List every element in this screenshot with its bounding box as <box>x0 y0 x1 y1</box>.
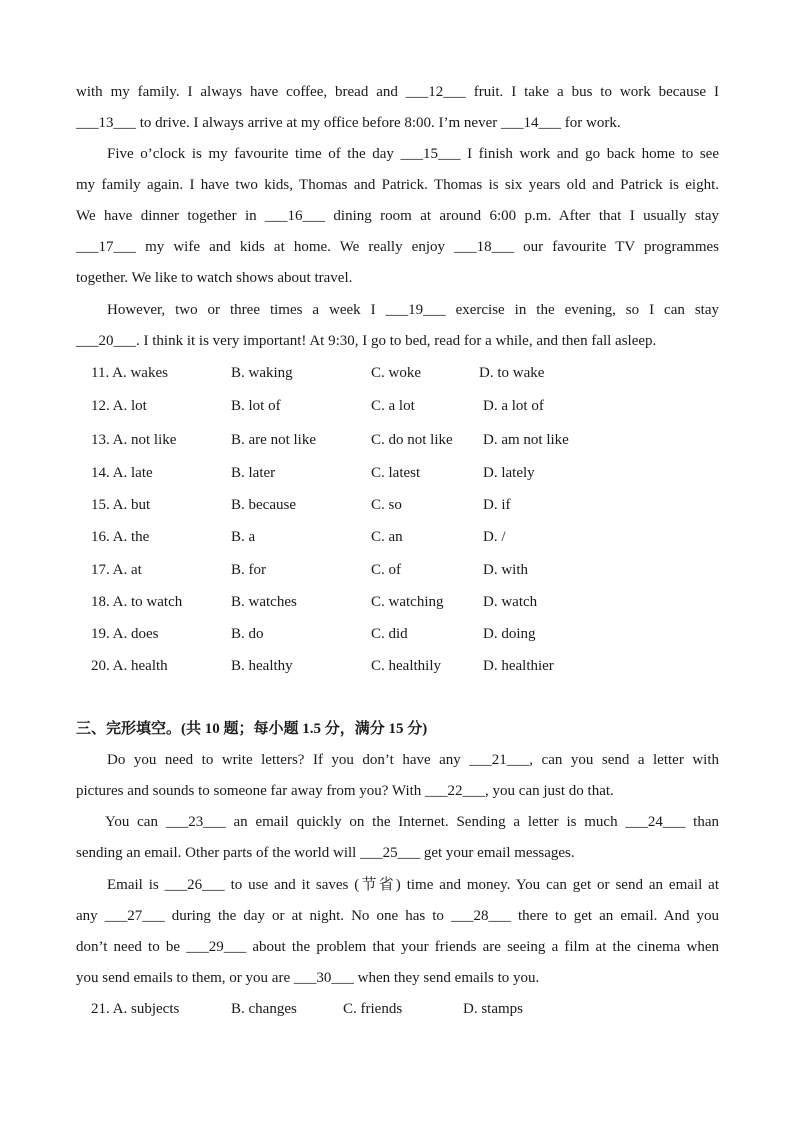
option-19-b: B. do <box>231 626 264 642</box>
option-18-b: B. watches <box>231 594 297 610</box>
option-19-d: D. doing <box>483 626 536 642</box>
option-11-c: C. woke <box>371 365 421 381</box>
option-20-d: D. healthier <box>483 658 554 674</box>
option-21-a: 21. A. subjects <box>91 1001 180 1017</box>
option-16-b: B. a <box>231 529 256 545</box>
option-18-c: C. watching <box>371 594 444 610</box>
option-16-d: D. / <box>483 529 506 545</box>
option-13-b: B. are not like <box>231 432 316 448</box>
passage1-line-2: ___13___ to drive. I always arrive at my office before 8:00. I’m never ___14___ for work. <box>76 115 621 131</box>
passage1-line-4: my family again. I have two kids, Thomas and Patrick. Thomas is six years old and Patrick is eight. <box>76 177 719 193</box>
option-13-a: 13. A. not like <box>91 432 177 448</box>
option-17-d: D. with <box>483 562 528 578</box>
section-3-heading: 三、完形填空。(共 10 题；每小题 1.5 分，满分 15 分) <box>76 721 428 737</box>
option-19-a: 19. A. does <box>91 626 159 642</box>
option-14-c: C. latest <box>371 465 421 481</box>
option-12-d: D. a lot of <box>483 398 544 414</box>
option-18-d: D. watch <box>483 594 538 610</box>
option-16-a: 16. A. the <box>91 529 150 545</box>
option-12-c: C. a lot <box>371 398 415 414</box>
passage1-line-3: Five o’clock is my favourite time of the day ___15___ I finish work and go back home to see <box>107 146 719 162</box>
option-20-a: 20. A. health <box>91 658 168 674</box>
option-14-a: 14. A. late <box>91 465 153 481</box>
option-17-b: B. for <box>231 562 266 578</box>
passage1-line-9: ___20___. I think it is very important! At 9:30, I go to bed, read for a while, and then fall asleep. <box>76 333 657 349</box>
option-12-a: 12. A. lot <box>91 398 147 414</box>
option-15-a: 15. A. but <box>91 497 151 513</box>
passage1-line-6: ___17___ my wife and kids at home. We really enjoy ___18___ our favourite TV programmes <box>76 239 719 255</box>
passage2-line-4: sending an email. Other parts of the world will ___25___ get your email messages. <box>76 845 575 861</box>
option-21-b: B. changes <box>231 1001 297 1017</box>
passage1-line-5: We have dinner together in ___16___ dining room at around 6:00 p.m. After that I usually stay <box>76 208 719 224</box>
option-21-c: C. friends <box>343 1001 403 1017</box>
option-21-d: D. stamps <box>463 1001 523 1017</box>
option-15-b: B. because <box>231 497 296 513</box>
option-14-d: D. lately <box>483 465 535 481</box>
passage2-line-1: Do you need to write letters? If you don’t have any ___21___, can you send a letter with <box>107 752 719 768</box>
passage2-line-5: Email is ___26___ to use and it saves (节省) time and money. You can get or send an email at <box>107 877 719 893</box>
passage2-line-2: pictures and sounds to someone far away from you? With ___22___, you can just do that. <box>76 783 614 799</box>
option-17-a: 17. A. at <box>91 562 142 578</box>
passage1-line-1: with my family. I always have coffee, bread and ___12___ fruit. I take a bus to work because I <box>76 84 719 100</box>
option-15-c: C. so <box>371 497 402 513</box>
passage1-line-7: together. We like to watch shows about travel. <box>76 270 353 286</box>
option-17-c: C. of <box>371 562 401 578</box>
passage2-line-7: don’t need to be ___29___ about the problem that your friends are seeing a film at the cinema when <box>76 939 719 955</box>
option-11-d: D. to wake <box>479 365 545 381</box>
option-16-c: C. an <box>371 529 403 545</box>
passage1-line-8: However, two or three times a week I ___19___ exercise in the evening, so I can stay <box>107 302 719 318</box>
option-11-b: B. waking <box>231 365 293 381</box>
option-13-d: D. am not like <box>483 432 569 448</box>
passage2-line-8: you send emails to them, or you are ___30___ when they send emails to you. <box>76 970 540 986</box>
option-20-c: C. healthily <box>371 658 441 674</box>
option-19-c: C. did <box>371 626 408 642</box>
passage2-line-3: You can ___23___ an email quickly on the Internet. Sending a letter is much ___24___ than <box>105 814 719 830</box>
option-15-d: D. if <box>483 497 511 513</box>
option-13-c: C. do not like <box>371 432 453 448</box>
passage2-line-6: any ___27___ during the day or at night. No one has to ___28___ there to get an email. And you <box>76 908 719 924</box>
option-12-b: B. lot of <box>231 398 281 414</box>
option-11-a: 11. A. wakes <box>91 365 168 381</box>
option-18-a: 18. A. to watch <box>91 594 183 610</box>
option-20-b: B. healthy <box>231 658 293 674</box>
option-14-b: B. later <box>231 465 276 481</box>
